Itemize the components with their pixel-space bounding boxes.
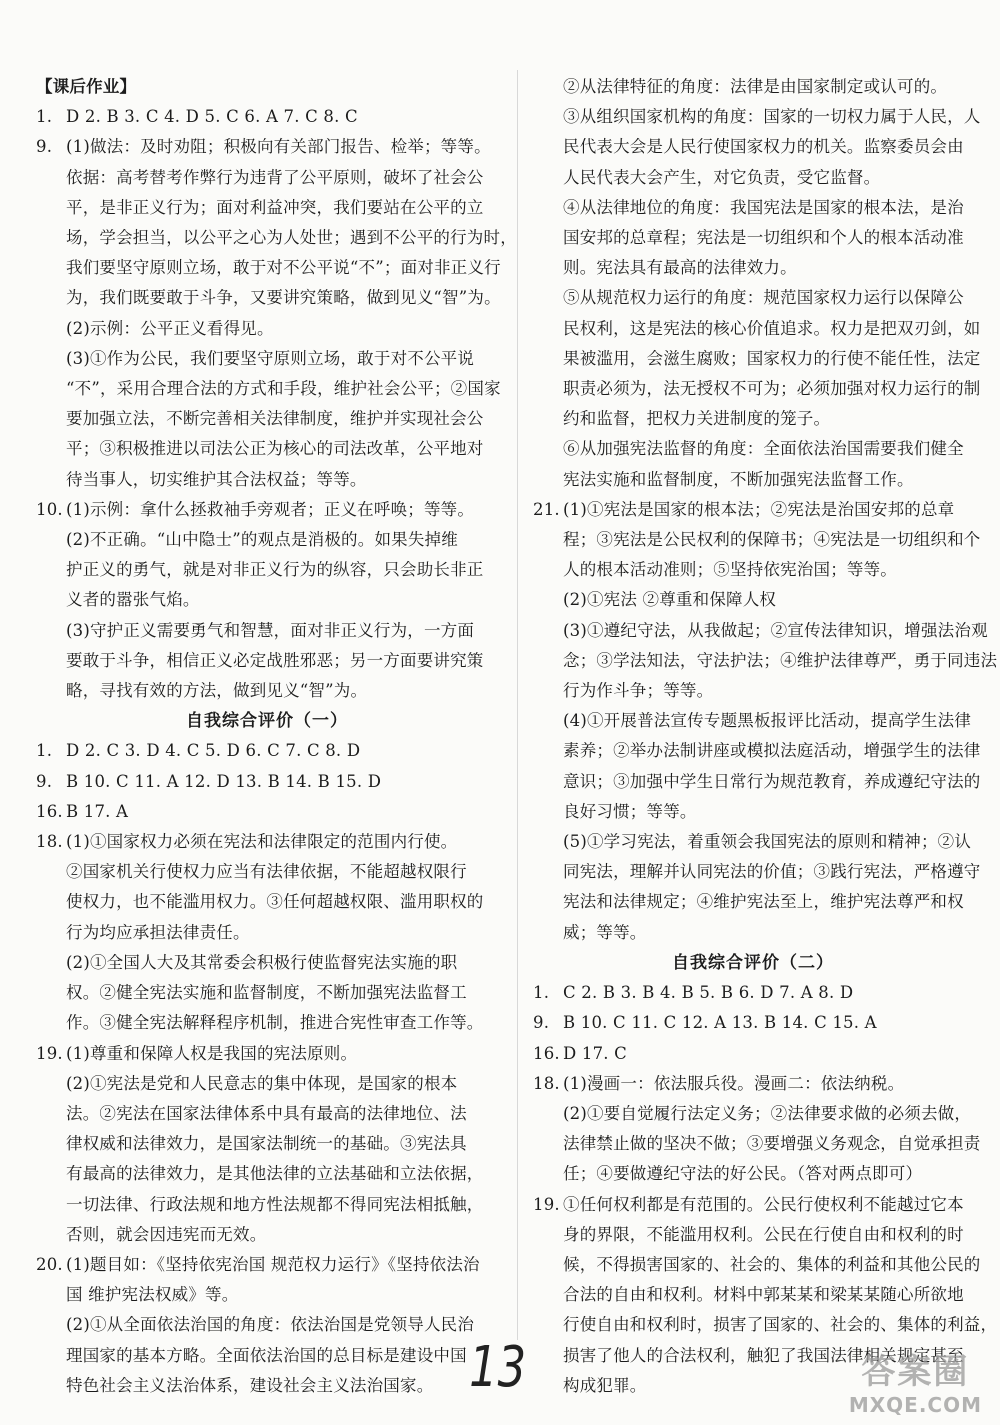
question-number <box>36 465 66 495</box>
watermark-logo: 答案圈 <box>861 1352 970 1392</box>
answer-text: ⑤从规范权力运行的角度：规范国家权力运行以保障公 <box>563 288 964 308</box>
question-number <box>36 344 66 374</box>
question-number: 18. <box>36 832 63 852</box>
answer-line <box>533 102 981 132</box>
question-number <box>36 918 66 948</box>
answer-text: 理国家的基本方略。全面依法治国的总目标是建设中国 <box>66 1345 467 1365</box>
answer-text: ②国家机关行使权力应当有法律依据，不能超越权限行 <box>66 862 467 882</box>
question-number: 10. <box>36 499 63 519</box>
answer-line <box>533 555 973 585</box>
question-number <box>36 283 66 313</box>
question-number <box>533 525 563 555</box>
answer-text: 权。②健全宪法实施和监督制度，不断加强宪法监督工 <box>66 983 467 1003</box>
answer-line <box>533 1250 981 1280</box>
answer-line <box>36 978 498 1008</box>
answer-text: 律权威和法律效力，是国家法制统一的基础。③宪法具 <box>66 1134 467 1154</box>
answer-line <box>36 1159 498 1189</box>
answer-line <box>533 314 981 344</box>
answer-line <box>533 978 973 1008</box>
answer-line <box>36 163 498 193</box>
question-number <box>533 1159 563 1189</box>
answer-text: (3)①作为公民，我们要坚守原则立场，敢于对不公平说 <box>66 348 475 368</box>
question-number <box>533 827 563 857</box>
question-number <box>36 163 66 193</box>
answer-line <box>533 465 973 495</box>
answer-text: (1)①宪法是国家的根本法；②宪法是治国安邦的总章 <box>563 499 955 519</box>
question-number <box>533 797 563 827</box>
answer-line <box>36 767 498 797</box>
question-number <box>533 555 563 585</box>
answer-line <box>36 1069 498 1099</box>
answer-line <box>36 948 498 978</box>
question-number <box>36 193 66 223</box>
answer-text: 行为作斗争；等等。 <box>563 681 714 701</box>
answer-text: 要敢于斗争，相信正义必定战胜邪恶；另一方面要讲究策 <box>66 650 484 670</box>
answer-text: 宪法和法律规定；④维护宪法至上，维护宪法尊严和权 <box>563 892 964 912</box>
question-number <box>533 344 563 374</box>
answer-line <box>36 797 498 827</box>
answer-line <box>36 1039 498 1069</box>
question-number <box>533 1129 563 1159</box>
answer-text: 民代表大会是人民行使国家权力的机关。监察委员会由 <box>563 137 964 157</box>
answer-line <box>36 314 498 344</box>
answer-text: (2)示例：公平正义看得见。 <box>66 318 274 338</box>
answer-line <box>36 616 498 646</box>
answer-text: 场，学会担当，以公平之心为人处世；遇到不公平的行为时， <box>66 228 517 248</box>
answer-line <box>36 132 498 162</box>
question-number <box>36 646 66 676</box>
answer-line <box>533 1008 973 1038</box>
question-number <box>36 1099 66 1129</box>
answer-line <box>533 223 973 253</box>
answer-line <box>533 736 981 766</box>
answer-text: (1)①国家权力必须在宪法和法律限定的范围内行使。 <box>66 832 458 852</box>
question-number <box>533 193 563 223</box>
section-heading: 【课后作业】 <box>36 77 137 96</box>
question-number <box>533 404 563 434</box>
question-number: 9. <box>36 137 53 157</box>
page-number: 13 <box>469 1335 527 1400</box>
answer-text: D 2. C 3. D 4. C 5. D 6. C 7. C 8. D <box>66 741 361 761</box>
answer-text: 构成犯罪。 <box>563 1375 647 1395</box>
answer-text: (1)做法：及时劝阻；积极向有关部门报告、检举；等等。 <box>66 137 491 157</box>
answer-text: 素养；②举办法制讲座或模拟法庭活动，增强学生的法律 <box>563 741 981 761</box>
answer-line <box>533 887 973 917</box>
question-number <box>36 1310 66 1340</box>
answer-line <box>36 918 498 948</box>
answer-line <box>533 1159 973 1189</box>
answer-line <box>533 676 973 706</box>
watermark <box>849 1344 982 1417</box>
answer-text: 要加强立法，不断完善相关法律制度，维护并实现社会公 <box>66 409 484 429</box>
question-number <box>533 1250 563 1280</box>
answer-line <box>36 646 498 676</box>
answer-text: 平；③积极推进以司法公正为核心的司法改革，公平地对 <box>66 439 484 459</box>
answer-line <box>36 525 498 555</box>
answer-line <box>533 1039 973 1069</box>
question-number <box>533 1371 563 1401</box>
question-number <box>36 434 66 464</box>
answer-text: 程；③宪法是公民权利的保障书；④宪法是一切组织和个 <box>563 530 981 550</box>
answer-line <box>533 163 973 193</box>
answer-line <box>533 374 981 404</box>
question-number <box>533 706 563 736</box>
question-number <box>533 1280 563 1310</box>
answer-text: (1)尊重和保障人权是我国的宪法原则。 <box>66 1043 358 1063</box>
answer-line <box>36 585 498 615</box>
question-number: 20. <box>36 1254 63 1274</box>
answer-text: 待当事人，切实维护其合法权益；等等。 <box>66 469 367 489</box>
question-number: 19. <box>533 1194 560 1214</box>
answer-text: 平，是非正义行为；面对利益冲突，我们要站在公平的立 <box>66 197 484 217</box>
answer-line <box>36 465 498 495</box>
question-number <box>533 918 563 948</box>
answer-line <box>36 223 517 253</box>
answer-line <box>533 1220 973 1250</box>
answer-line <box>533 253 973 283</box>
answer-line <box>533 585 973 615</box>
answer-line <box>36 253 501 283</box>
answer-text: ⑥从加强宪法监督的角度：全面依法治国需要我们健全 <box>563 439 964 459</box>
section-title: 自我综合评价（一） <box>186 711 348 732</box>
answer-text: 行使自由和权利时，损害了国家的、社会的、集体的利益， <box>563 1315 998 1335</box>
answer-line <box>533 706 973 736</box>
question-number <box>36 676 66 706</box>
answer-line <box>36 434 498 464</box>
answer-text: B 10. C 11. A 12. D 13. B 14. B 15. D <box>66 771 382 791</box>
question-number <box>36 1280 66 1310</box>
answer-text: 合法的自由和权利。材料中郭某某和梁某某随心所欲地 <box>563 1285 964 1305</box>
question-number: 16. <box>533 1043 560 1063</box>
answer-line <box>36 1008 498 1038</box>
question-number <box>36 253 66 283</box>
question-number <box>36 1008 66 1038</box>
answer-text: 依据：高考替考作弊行为违背了公平原则，破坏了社会公 <box>66 167 484 187</box>
answer-text: 一切法律、行政法规和地方性法规都不得同宪法相抵触， <box>66 1194 484 1214</box>
answer-text: 宪法实施和监督制度，不断加强宪法监督工作。 <box>563 469 914 489</box>
answer-text: 约和监督，把权力关进制度的笼子。 <box>563 409 831 429</box>
answer-line <box>36 555 498 585</box>
question-number <box>533 102 563 132</box>
answer-text: (1)漫画一：依法服兵役。漫画二：依法纳税。 <box>563 1073 905 1093</box>
answer-text: 护正义的勇气，就是对非正义行为的纵容，只会助长非正 <box>66 560 484 580</box>
answer-line <box>533 767 981 797</box>
answer-text: (2)不正确。“山中隐士”的观点是消极的。如果失掉维 <box>66 530 458 550</box>
question-number <box>36 1129 66 1159</box>
watermark-url: MXQE.COM <box>848 1393 982 1417</box>
answer-text: ④从法律地位的角度：我国宪法是国家的根本法，是治 <box>563 197 964 217</box>
answer-line <box>533 404 973 434</box>
answer-text: D 2. B 3. C 4. D 5. C 6. A 7. C 8. C <box>66 107 358 127</box>
question-number <box>533 585 563 615</box>
answer-line <box>36 736 498 766</box>
answer-line <box>36 1341 498 1371</box>
answer-text: 行为均应承担法律责任。 <box>66 922 250 942</box>
answer-line <box>533 344 981 374</box>
answer-text: 职责必须为，法无授权不可为；必须加强对权力运行的制 <box>563 379 981 399</box>
question-number <box>36 1190 66 1220</box>
answer-line <box>36 1371 498 1401</box>
answer-line <box>533 1099 973 1129</box>
question-number <box>533 72 563 102</box>
answer-line <box>533 193 973 223</box>
answer-text: (2)①宪法是党和人民意志的集中体现，是国家的根本 <box>66 1073 458 1093</box>
answer-line <box>36 1220 498 1250</box>
answer-text: 任；④要做遵纪守法的好公民。（答对两点即可） <box>563 1164 923 1184</box>
answer-text: (2)①要自觉履行法定义务；②法律要求做的必须去做， <box>563 1103 972 1123</box>
answer-line <box>533 918 973 948</box>
answer-text: 法。②宪法在国家法律体系中具有最高的法律地位、法 <box>66 1103 467 1123</box>
answer-text: 特色社会主义法治体系，建设社会主义法治国家。 <box>66 1375 434 1395</box>
answer-text: 威；等等。 <box>563 922 647 942</box>
question-number <box>36 1159 66 1189</box>
answer-line <box>36 283 501 313</box>
answer-text: (3)①遵纪守法，从我做起；②宣传法律知识，增强法治观 <box>563 620 988 640</box>
answer-text: 则。宪法具有最高的法律效力。 <box>563 258 797 278</box>
question-number <box>36 555 66 585</box>
question-number <box>533 1220 563 1250</box>
answer-text: 否则，就会因违宪而无效。 <box>66 1224 267 1244</box>
answer-line <box>36 676 498 706</box>
answer-text: 损害了他人的合法权利，触犯了我国法律相关规定甚至 <box>563 1345 964 1365</box>
answer-line <box>36 193 498 223</box>
question-number <box>533 374 563 404</box>
answer-text: 国安邦的总章程；宪法是一切组织和个人的根本活动准 <box>563 228 964 248</box>
left-column <box>36 72 517 1401</box>
answer-text: (2)①宪法 ②尊重和保障人权 <box>563 590 777 610</box>
answer-text: “不”，采用合理合法的方式和手段，维护社会公平；②国家 <box>66 379 501 399</box>
question-number: 1. <box>36 741 53 761</box>
answer-text: (1)示例：拿什么拯救袖手旁观者；正义在呼唤；等等。 <box>66 499 475 519</box>
question-number <box>36 1371 66 1401</box>
question-number <box>533 676 563 706</box>
answer-line <box>533 495 973 525</box>
answer-line <box>533 434 973 464</box>
question-number <box>36 525 66 555</box>
question-number: 18. <box>533 1073 560 1093</box>
answer-text: 作。③健全宪法解释程序机制，推进合宪性审查工作等。 <box>66 1013 484 1033</box>
column-divider <box>517 70 518 1340</box>
answer-text: 法律禁止做的坚决不做；③要增强义务观念，自觉承担责 <box>563 1134 981 1154</box>
answer-text: 为，我们既要敢于斗争，又要讲究策略，做到见义“智”为。 <box>66 288 501 308</box>
question-number <box>533 616 563 646</box>
question-number <box>533 1099 563 1129</box>
answer-text: 人的根本活动准则；⑤坚持依宪治国；等等。 <box>563 560 897 580</box>
answer-text: 民权利，这是宪法的核心价值追求。权力是把双刃剑，如 <box>563 318 981 338</box>
answer-text: ②从法律特征的角度：法律是由国家制定或认可的。 <box>563 77 948 96</box>
answer-line <box>36 1129 498 1159</box>
answer-text: 国 维护宪法权威》等。 <box>66 1285 239 1305</box>
answer-line <box>533 283 973 313</box>
answer-text: C 2. B 3. B 4. B 5. B 6. D 7. A 8. D <box>563 983 854 1003</box>
question-number <box>36 374 66 404</box>
question-number <box>36 1341 66 1371</box>
question-number <box>36 404 66 434</box>
answer-line <box>533 616 988 646</box>
question-number: 1. <box>36 107 53 127</box>
answer-line <box>36 887 498 917</box>
answer-line <box>36 1250 498 1280</box>
answer-text: 略，寻找有效的方法，做到见义“智”为。 <box>66 681 368 701</box>
question-number <box>36 857 66 887</box>
question-number <box>36 616 66 646</box>
answer-text: 念；③学法知法，守法护法；④维护法律尊严，勇于同违法 <box>563 650 998 670</box>
question-number <box>533 163 563 193</box>
answer-line <box>36 857 498 887</box>
answer-line <box>533 827 973 857</box>
answer-text: (4)①开展普法宣传专题黑板报评比活动，提高学生法律 <box>563 711 972 731</box>
question-number <box>533 1310 563 1340</box>
question-number <box>36 948 66 978</box>
question-number <box>533 887 563 917</box>
question-number <box>533 253 563 283</box>
answer-line <box>533 525 981 555</box>
answer-line <box>36 344 498 374</box>
question-number <box>533 283 563 313</box>
answer-line <box>36 102 498 132</box>
question-number <box>533 646 563 676</box>
answer-line <box>533 1069 973 1099</box>
question-number: 9. <box>533 1013 550 1033</box>
answer-text: ③从组织国家机构的角度：国家的一切权力属于人民，人 <box>563 107 981 127</box>
answer-text: 人民代表大会产生，对它负责，受它监督。 <box>563 167 881 187</box>
question-number <box>36 978 66 1008</box>
question-number <box>533 465 563 495</box>
answer-line <box>533 857 981 887</box>
question-number <box>36 223 66 253</box>
question-number: 21. <box>533 499 560 519</box>
question-number <box>36 1220 66 1250</box>
answer-line <box>36 1190 498 1220</box>
answer-line <box>36 1280 498 1310</box>
question-number <box>36 585 66 615</box>
answer-line <box>533 1310 998 1340</box>
answer-text: 果被滥用，会滋生腐败；国家权力的行使不能任性，法定 <box>563 348 981 368</box>
answer-line <box>533 1190 973 1220</box>
question-number <box>533 223 563 253</box>
answer-line <box>36 374 501 404</box>
answer-text: (2)①全国人大及其常委会积极行使监督宪法实施的职 <box>66 952 458 972</box>
question-number <box>533 1341 563 1371</box>
question-number <box>36 314 66 344</box>
question-number <box>36 1069 66 1099</box>
answer-text: (3)守护正义需要勇气和智慧，面对非正义行为，一方面 <box>66 620 475 640</box>
question-number: 9. <box>36 771 53 791</box>
answer-text: B 10. C 11. C 12. A 13. B 14. C 15. A <box>563 1013 877 1033</box>
answer-text: 意识；③加强中学生日常行为规范教育，养成遵纪守法的 <box>563 771 981 791</box>
answer-text: (5)①学习宪法，着重领会我国宪法的原则和精神；②认 <box>563 832 972 852</box>
question-number <box>36 887 66 917</box>
answer-line <box>533 1129 981 1159</box>
answer-line <box>36 827 498 857</box>
answer-line <box>36 404 498 434</box>
section-title: 自我综合评价（二） <box>672 952 834 973</box>
answer-text: B 17. A <box>66 801 129 821</box>
question-number: 19. <box>36 1043 63 1063</box>
answer-text: 有最高的法律效力，是其他法律的立法基础和立法依据， <box>66 1164 484 1184</box>
answer-text: 我们要坚守原则立场，敢于对不公平说“不”；面对非正义行 <box>66 258 501 278</box>
answer-text: 良好习惯；等等。 <box>563 801 697 821</box>
answer-line <box>533 72 973 102</box>
answer-line <box>36 1099 498 1129</box>
answer-text: 使权力，也不能滥用权力。③任何超越权限、滥用职权的 <box>66 892 484 912</box>
answer-text: 义者的嚣张气焰。 <box>66 590 200 610</box>
question-number <box>533 857 563 887</box>
question-number: 16. <box>36 801 63 821</box>
answer-line <box>36 495 498 525</box>
question-number <box>533 314 563 344</box>
question-number <box>533 736 563 766</box>
answer-text: (1)题目如：《坚持依宪治国 规范权力运行》《坚持依法治 <box>66 1254 480 1274</box>
answer-line <box>533 797 973 827</box>
answer-text: D 17. C <box>563 1043 627 1063</box>
question-number: 1. <box>533 983 550 1003</box>
answer-text: 身的界限，不能滥用权利。公民在行使自由和权利的时 <box>563 1224 964 1244</box>
answer-line <box>533 646 998 676</box>
answer-text: ①任何权利都是有范围的。公民行使权利不能越过它本 <box>563 1194 964 1214</box>
right-column <box>533 72 998 1401</box>
answer-text: 同宪法，理解并认同宪法的价值；③践行宪法，严格遵守 <box>563 862 981 882</box>
answer-line <box>36 1310 498 1340</box>
question-number <box>533 767 563 797</box>
question-number <box>533 434 563 464</box>
question-number <box>533 132 563 162</box>
answer-text: 候，不得损害国家的、社会的、集体的利益和其他公民的 <box>563 1254 981 1274</box>
answer-text: (2)①从全面依法治国的角度：依法治国是党领导人民治 <box>66 1315 475 1335</box>
answer-line <box>533 132 973 162</box>
answer-line <box>533 1280 973 1310</box>
